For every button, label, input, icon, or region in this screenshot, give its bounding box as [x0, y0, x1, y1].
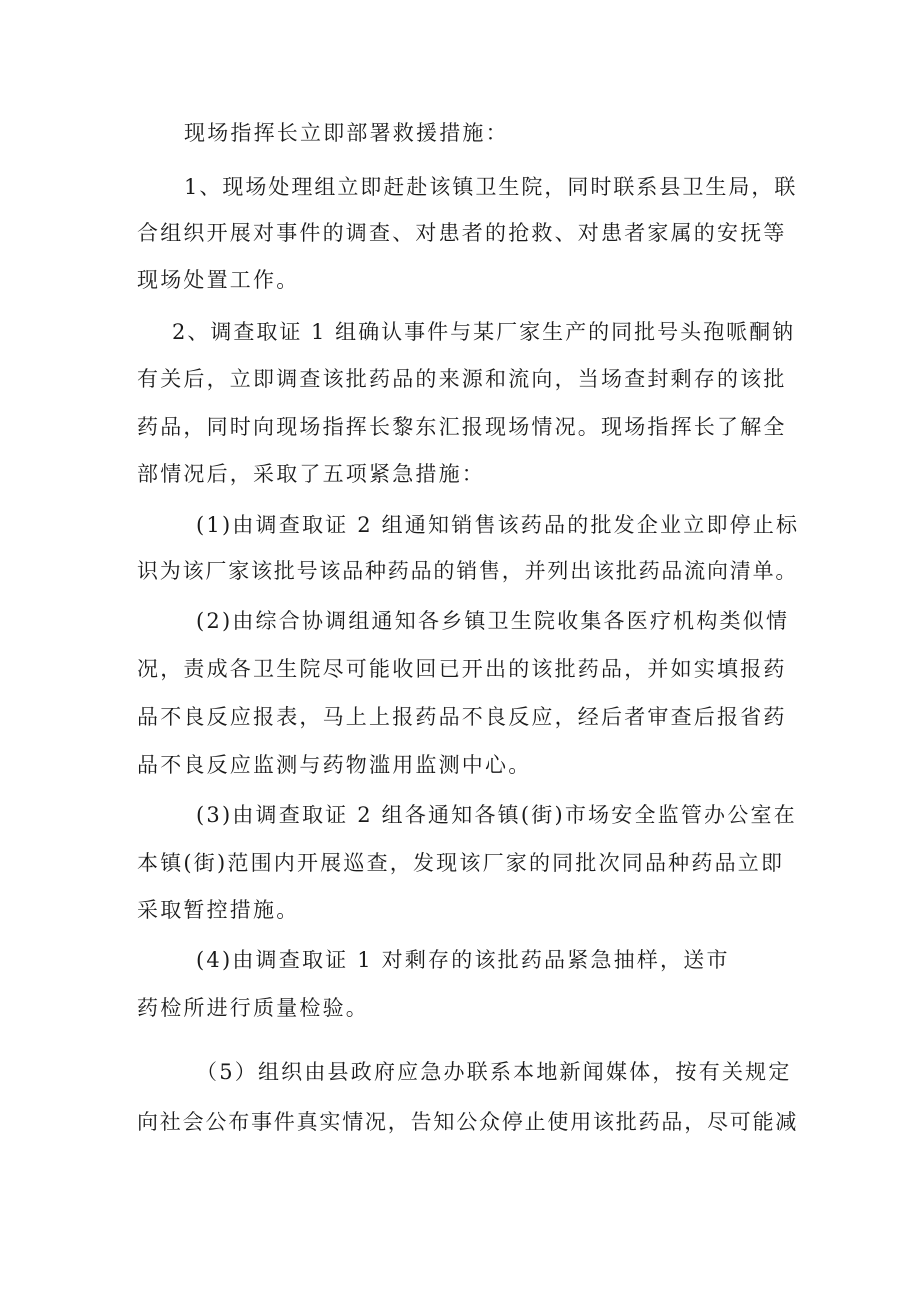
item2-line-1: (2)由综合协调组通知各乡镇卫生院收集各医疗机构类似情 — [196, 609, 790, 633]
para2-line-3: 药品，同时向现场指挥长黎东汇报现场情况。现场指挥长了解全 — [137, 415, 787, 439]
item2-line-4: 品不良反应监测与药物滥用监测中心。 — [137, 753, 532, 777]
para2-line-2: 有关后，立即调查该批药品的来源和流向，当场查封剩存的该批 — [137, 367, 787, 391]
para1-line-1: 1、现场处理组立即赶赴该镇卫生院，同时联系县卫生局，联 — [184, 175, 798, 199]
heading-line: 现场指挥长立即部署救援措施： — [184, 121, 509, 145]
item3-line-1: (3)由调查取证 2 组各通知各镇(街)市场安全监管办公室在 — [196, 803, 797, 827]
item3-line-3: 采取暂控措施。 — [137, 898, 300, 922]
item1-line-2: 识为该厂家该批号该品种药品的销售，并列出该批药品流向清单。 — [137, 559, 799, 583]
item5-line-2: 向社会公布事件真实情况，告知公众停止使用该批药品，尽可能减 — [137, 1110, 799, 1134]
item5-line-1: （5）组织由县政府应急办联系本地新闻媒体，按有关规定 — [196, 1060, 792, 1084]
item1-line-1: (1)由调查取证 2 组通知销售该药品的批发企业立即停止标 — [196, 513, 800, 537]
para2-line-4: 部情况后，采取了五项紧急措施： — [137, 462, 485, 486]
item2-line-3: 品不良反应报表，马上上报药品不良反应，经后者审查后报省药 — [137, 705, 787, 729]
para2-line-1: 2、调查取证 1 组确认事件与某厂家生产的同批号头孢哌酮钠 — [172, 320, 796, 344]
para1-line-2: 合组织开展对事件的调查、对患者的抢救、对患者家属的安抚等 — [137, 221, 787, 245]
item3-line-2: 本镇(街)范围内开展巡查，发现该厂家的同批次同品种药品立即 — [137, 851, 785, 875]
item4-line-1: (4)由调查取证 1 对剩存的该批药品紧急抽样，送市 — [196, 948, 730, 972]
para1-line-3: 现场处置工作。 — [137, 268, 300, 292]
item2-line-2: 况，责成各卫生院尽可能收回已开出的该批药品，并如实填报药 — [137, 657, 787, 681]
item4-line-2: 药检所进行质量检验。 — [137, 996, 369, 1020]
